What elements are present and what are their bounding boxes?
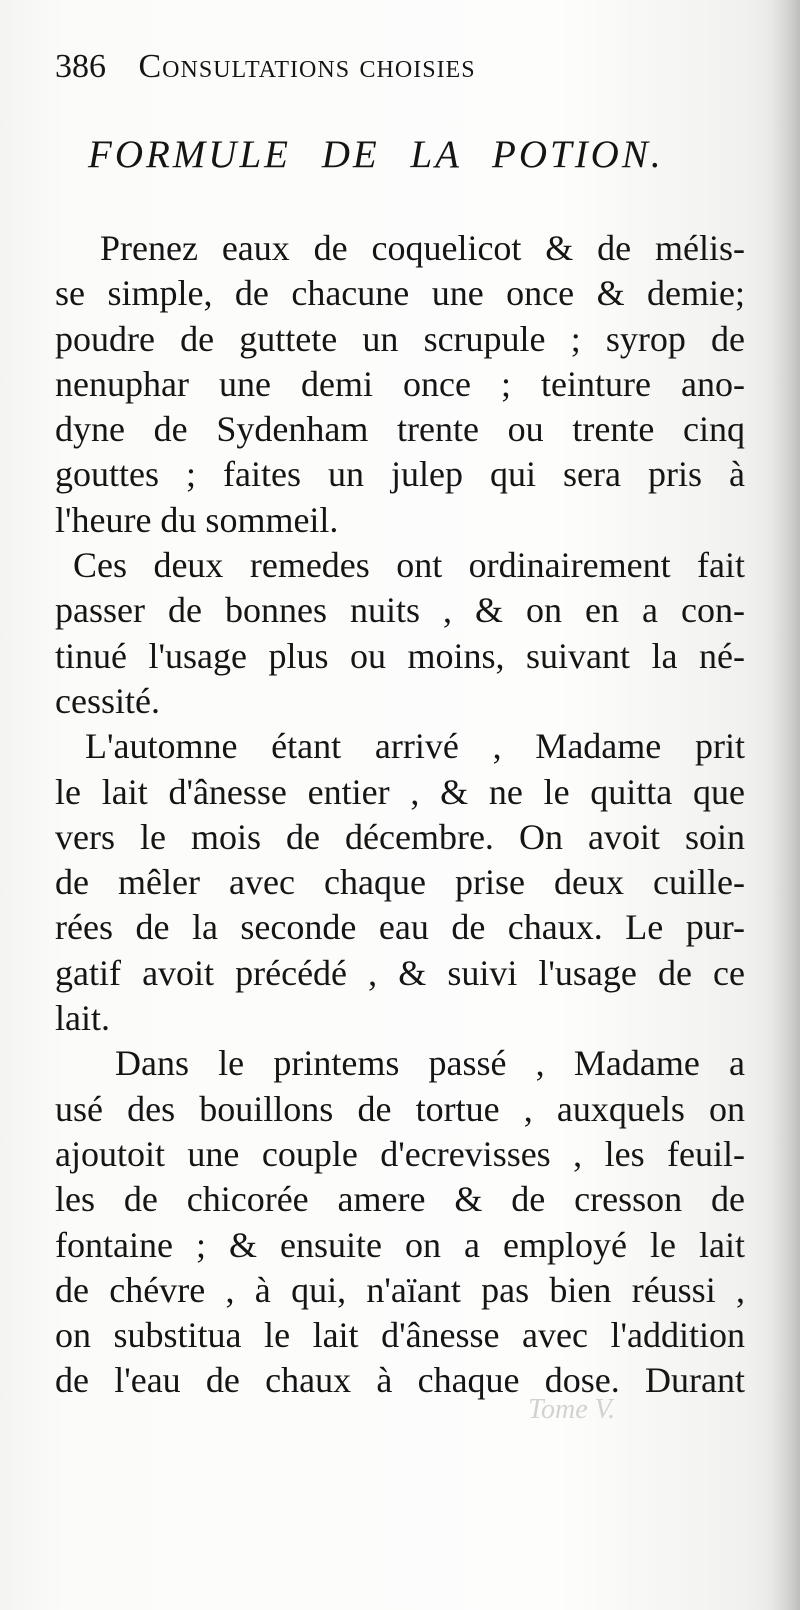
text-line: Dans le printems passé , Madame a (115, 1043, 745, 1084)
formula-title: FORMULE DE LA POTION. (88, 133, 664, 176)
text-line: lait. (55, 998, 110, 1039)
text-line: on substitua le lait d'ânesse avec l'addition (55, 1315, 745, 1356)
text-line: fontaine ; & ensuite on a employé le lait (55, 1224, 745, 1265)
page-header (55, 42, 655, 92)
text-line: gatif avoit précédé , & suivi l'usage de ce (55, 952, 745, 993)
text-line: de chévre , à qui, n'aïant pas bien réussi , (55, 1269, 745, 1310)
body-text (55, 226, 745, 1406)
text-line: les de chicorée amere & de cresson de (55, 1179, 745, 1220)
text-line: de l'eau de chaux à chaque dose. Durant (55, 1360, 745, 1401)
page-number: 386 (55, 48, 106, 85)
text-line: tinué l'usage plus ou moins, suivant la né- (55, 635, 745, 676)
text-line: Prenez eaux de coquelicot & de mélis- (100, 228, 745, 268)
text-line: vers le mois de décembre. On avoit soin (55, 816, 745, 857)
text-line: passer de bonnes nuits , & on en a con- (55, 590, 745, 631)
text-line: poudre de guttete un scrupule ; syrop de (55, 318, 745, 359)
signature-mark: Tome V. (528, 1394, 616, 1425)
text-line: l'heure du sommeil. (55, 499, 339, 540)
text-line: le lait d'ânesse entier , & ne le quitta que (55, 771, 745, 812)
text-line: ajoutoit une couple d'ecrevisses , les feuil- (55, 1133, 745, 1174)
text-line: Ces deux remedes ont ordinairement fait (73, 545, 745, 586)
text-line: L'automne étant arrivé , Madame prit (85, 726, 745, 767)
text-line: de mêler avec chaque prise deux cuille- (55, 862, 745, 903)
text-line: se simple, de chacune une once & demie; (55, 273, 745, 314)
text-line: cessité. (55, 680, 160, 721)
running-title: Consultations choisies (138, 48, 476, 85)
text-line: gouttes ; faites un julep qui sera pris à (55, 454, 745, 495)
text-line: usé des bouillons de tortue , auxquels on (55, 1088, 745, 1129)
text-line: nenuphar une demi once ; teinture ano- (55, 363, 745, 404)
text-line: rées de la seconde eau de chaux. Le pur- (55, 907, 745, 948)
text-line: dyne de Sydenham trente ou trente cinq (55, 409, 745, 450)
gutter-shadow (770, 0, 800, 1610)
